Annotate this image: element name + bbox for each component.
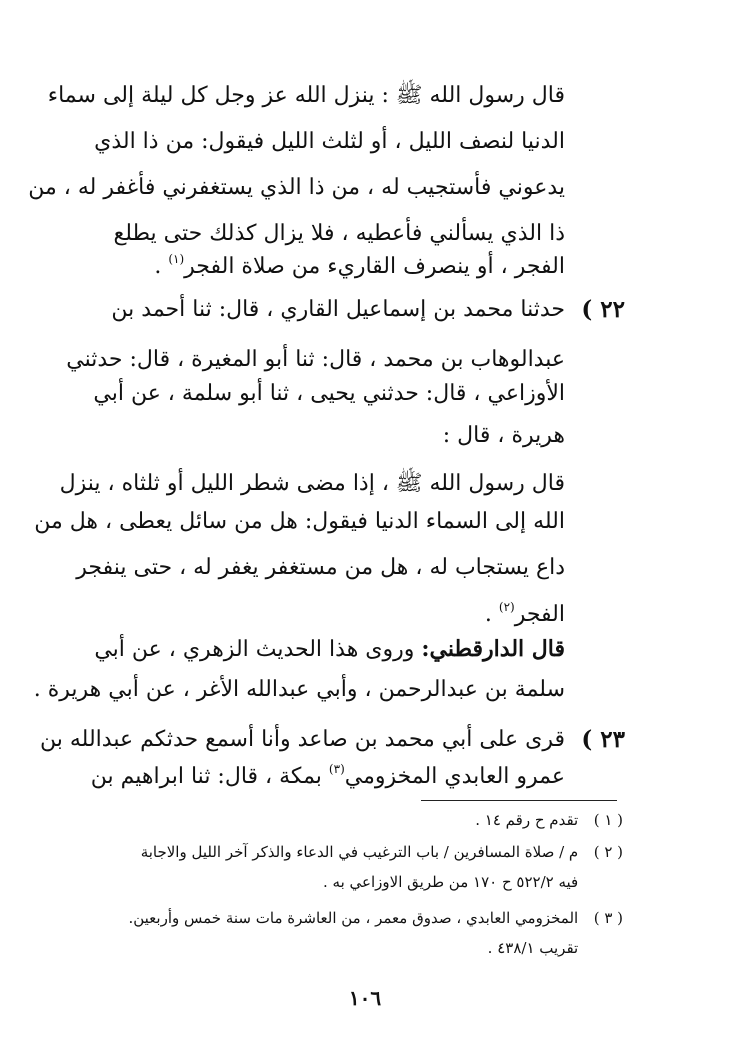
- footnote-number: ( ٣ ): [593, 909, 623, 927]
- text-line: قال رسول الله ﷺ ، إذا مضى شطر الليل أو ثلثاه ، ينزل: [59, 471, 565, 496]
- text-line: سلمة بن عبدالرحمن ، وأبي عبدالله الأغر ، عن أبي هريرة .: [33, 677, 565, 702]
- text-line: عبدالوهاب بن محمد ، قال: ثنا أبو المغيرة ، قال: حدثني: [66, 347, 565, 372]
- footnote: [123, 904, 623, 932]
- text-line: [185, 584, 565, 631]
- footnote-text: تقريب ٤٣٨/١ .: [487, 939, 579, 957]
- text-line: الله إلى السماء الدنيا فيقول: هل من سائل يعطى ، هل من: [34, 509, 565, 534]
- footnote-ref: (٣): [328, 762, 345, 776]
- text-line: داع يستجاب له ، هل من مستغفر يغفر له ، حتى ينفجر: [76, 555, 565, 580]
- footnote-text: م / صلاة المسافرين / باب الترغيب في الدعاء والذكر آخر الليل والاجابة: [140, 843, 579, 861]
- text-span: .: [154, 254, 169, 279]
- daraqutni-label: قال الدارقطني:: [421, 636, 565, 662]
- footnote-text: فيه ٥٢٢/٢ ح ١٧٠ من طريق الاوزاعي به .: [323, 873, 579, 891]
- footnote: [123, 934, 623, 962]
- hadith-number: ٢٣ ): [581, 726, 625, 753]
- text-line: قرى على أبي محمد بن صاعد وأنا أسمع حدثكم عبدالله بن: [40, 727, 565, 752]
- text-line: هريرة ، قال :: [442, 423, 565, 448]
- text-line: الأوزاعي ، قال: حدثني يحيى ، ثنا أبو سلمة ، عن أبي: [93, 381, 565, 406]
- text-line: قال رسول الله ﷺ : ينزل الله عز وجل كل ليلة إلى سماء: [47, 83, 565, 108]
- hadith-number: ٢٢ ): [581, 296, 625, 323]
- footnote: [123, 838, 623, 866]
- footnote-text: المخزومي العابدي ، صدوق معمر ، من العاشرة مات سنة خمس وأربعين.: [128, 909, 579, 927]
- text-line: ذا الذي يسألني فأعطيه ، فلا يزال كذلك حتى يطلع: [113, 221, 565, 246]
- text-line: الدنيا لنصف الليل ، أو لثلث الليل فيقول: من ذا الذي: [94, 129, 565, 154]
- text-line: يدعوني فأستجيب له ، من ذا الذي يستغفرني فأغفر له ، من: [28, 175, 565, 200]
- text-span: .: [484, 602, 499, 627]
- footnote-number: ( ٢ ): [593, 843, 623, 861]
- text-line: حدثنا محمد بن إسماعيل القاري ، قال: ثنا أحمد بن: [111, 297, 565, 322]
- text-line: [154, 236, 565, 283]
- text-span: عمرو العابدي المخزومي: [344, 764, 565, 789]
- page-number: ١٠٦: [348, 986, 382, 1010]
- footnote-text: تقدم ح رقم ١٤ .: [475, 811, 579, 829]
- footnote-divider: [421, 800, 617, 801]
- footnote-ref: (١): [168, 252, 185, 266]
- footnote-number: ( ١ ): [593, 811, 623, 829]
- text-span: الفجر ، أو ينصرف القاريء من صلاة الفجر: [184, 254, 565, 279]
- text-span: الفجر: [514, 602, 565, 627]
- footnote: [123, 868, 623, 896]
- footnote-ref: (٢): [498, 600, 515, 614]
- text-span: وروى هذا الحديث الزهري ، عن أبي: [94, 637, 422, 662]
- text-span: بمكة ، قال: ثنا ابراهيم بن: [90, 764, 329, 789]
- footnote: [123, 806, 623, 834]
- text-line: [90, 746, 565, 793]
